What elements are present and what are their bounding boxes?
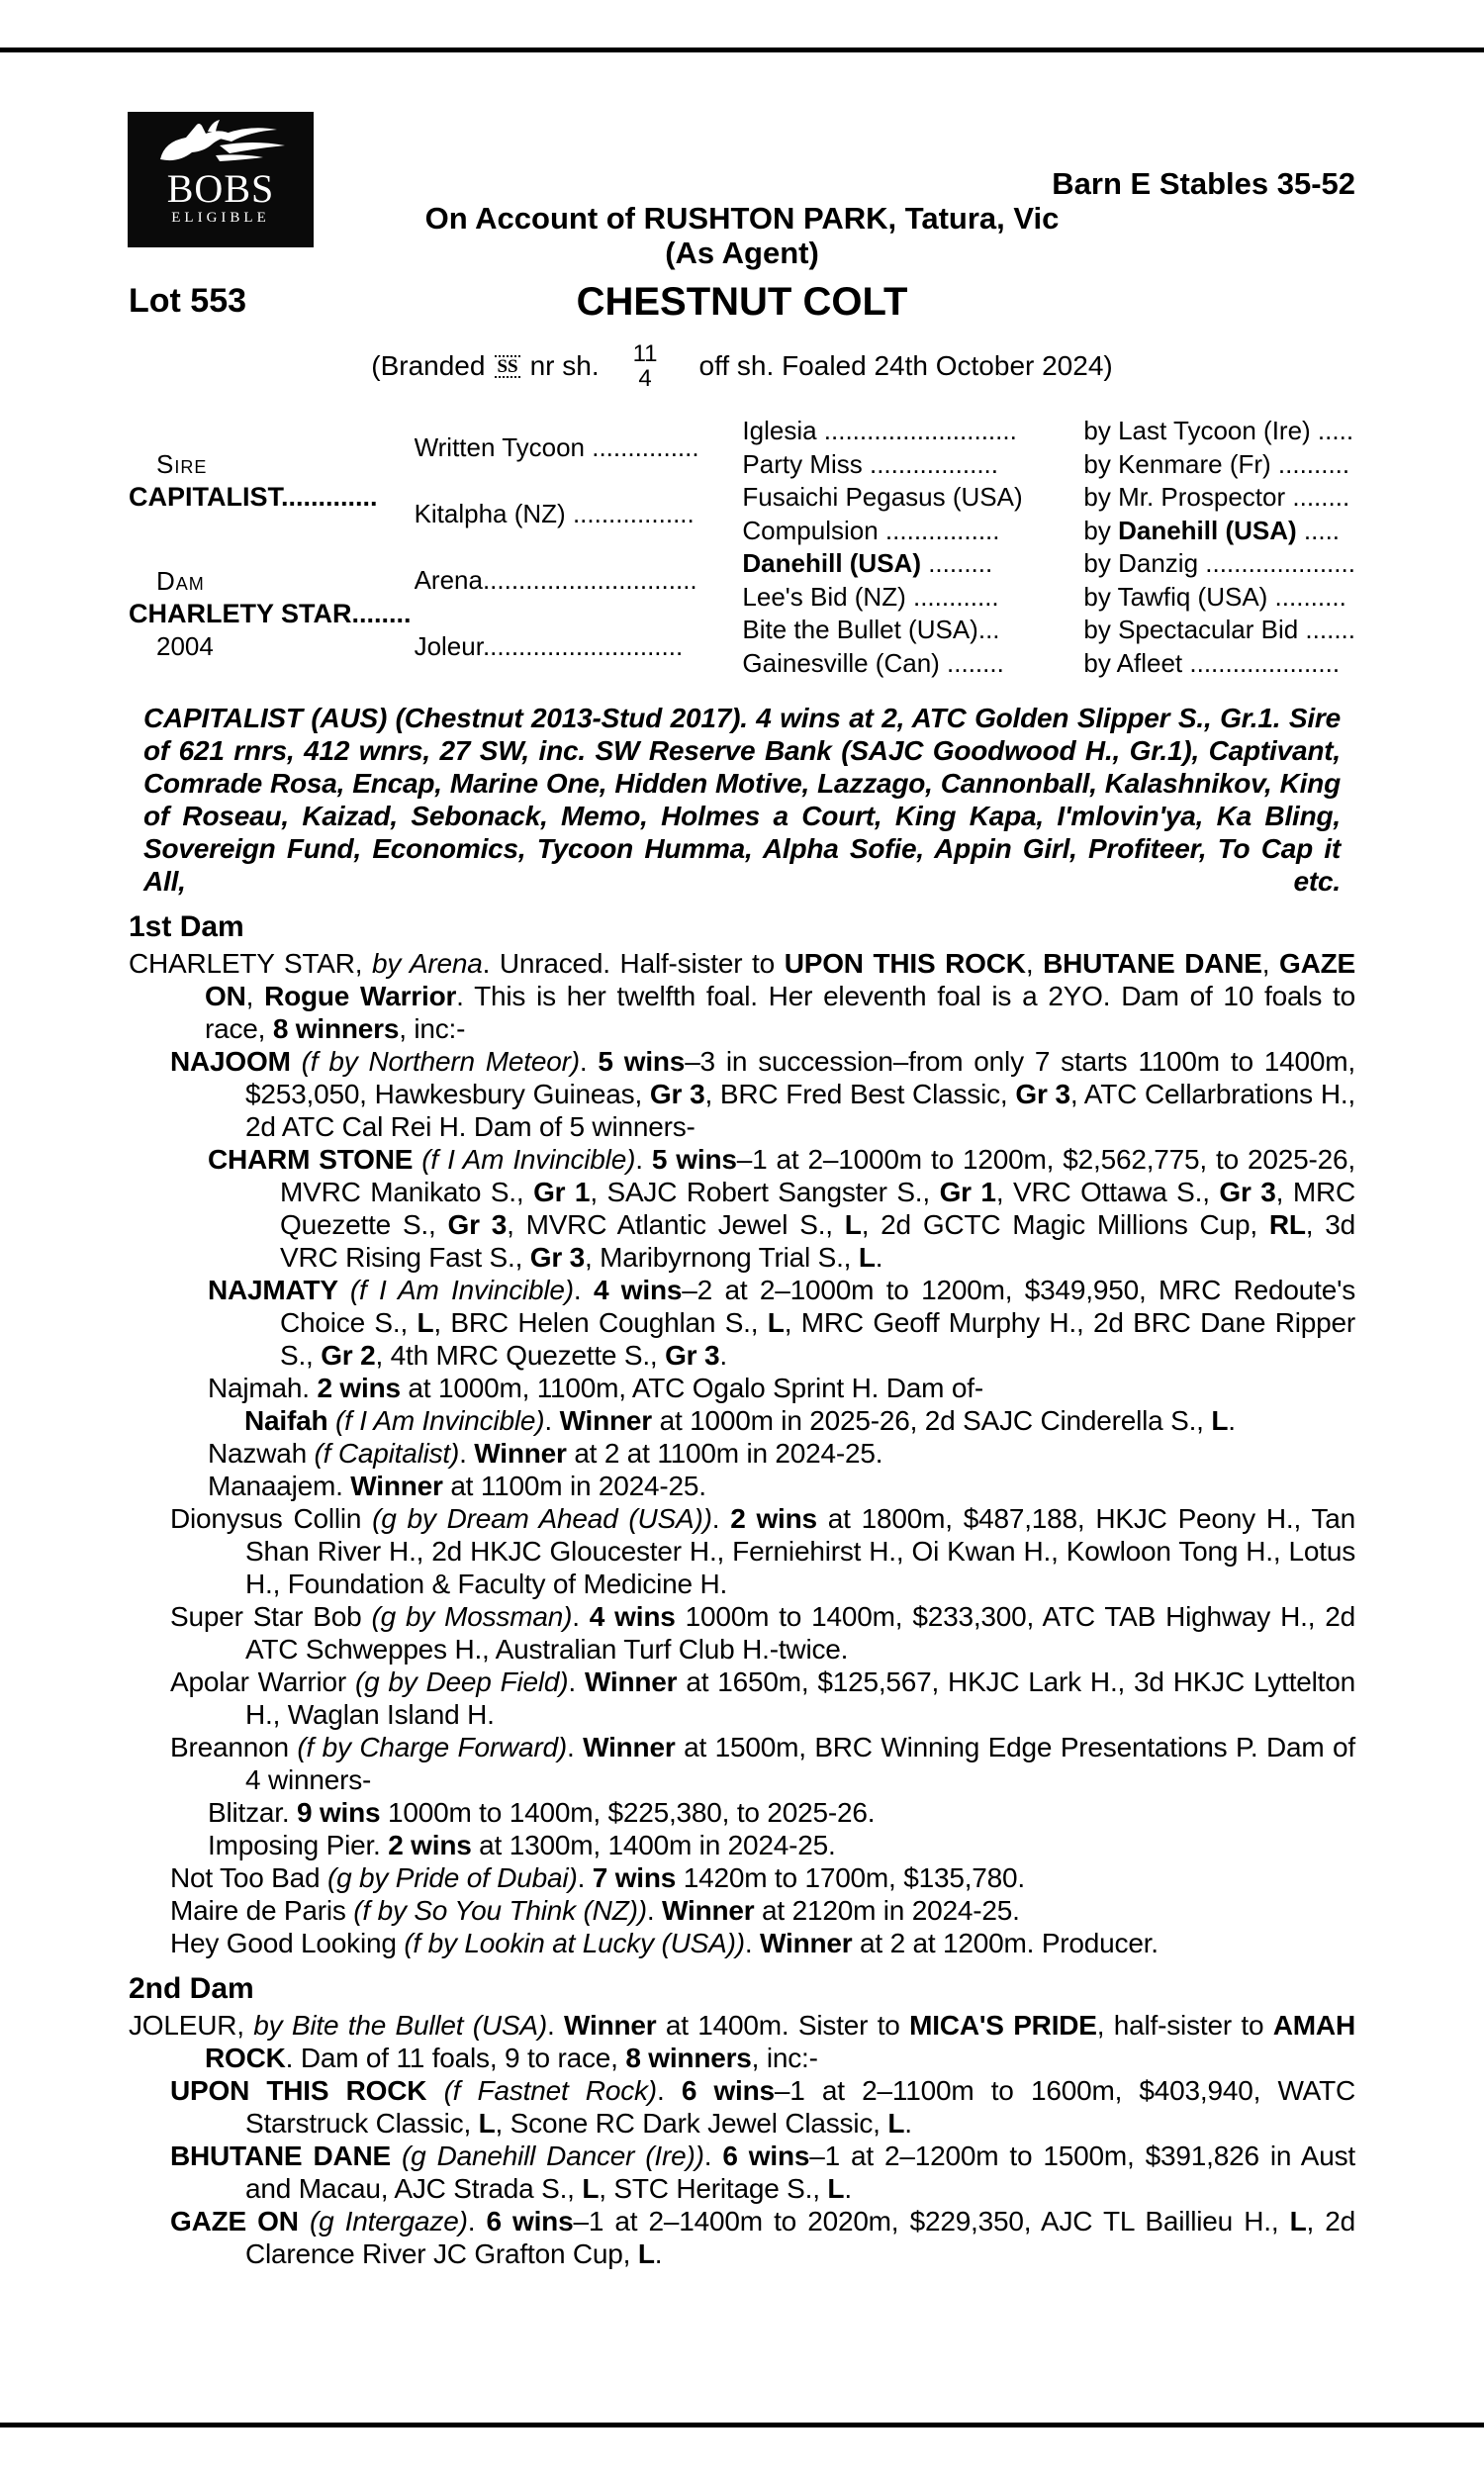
sire-block [129, 415, 415, 547]
gen2-dam-of-dam: Joleur............................ [414, 631, 684, 661]
pedigree-entry: CHARM STONE (f I Am Invincible). 5 wins–1 at 2–1000m to 1200m, $2,562,775, to 2025-26, MVRC Manikato S., Gr 1, SAJC Robert Sangster S., Gr 1, VRC Ottawa S., Gr 3, MRC Quezette S., Gr 3, MVRC Atlantic Jewel S., L, 2d GCTC Magic Millions Cup, RL, 3d VRC Rising Fast S., Gr 3, Maribyrnong Trial S., L. [208, 1144, 1356, 1273]
branding-line [0, 335, 1484, 397]
section-heading: 2nd Dam [129, 1972, 254, 2005]
pedigree-entry: BHUTANE DANE (g Danehill Dancer (Ire)). 6 wins–1 at 2–1200m to 1500m, $391,826 in Aust and Macau, AJC Strada S., L, STC Heritage S., L. [170, 2141, 1355, 2204]
pedigree-entry: Manaajem. Winner at 1100m in 2024-25. [208, 1471, 706, 1501]
brand-fraction-bottom: 4 [638, 365, 652, 392]
pedigree-entry: GAZE ON (g Intergaze). 6 wins–1 at 2–1400m to 2020m, $229,350, AJC TL Baillieu H., L, 2d Clarence River JC Grafton Cup, L. [170, 2206, 1355, 2269]
pedigree-gen3-row: Party Miss .................. by Kenmare (Fr) .......... [742, 448, 1350, 479]
dam-block [129, 547, 415, 680]
pedigree-entry: Imposing Pier. 2 wins at 1300m, 1400m in 2024-25. [208, 1830, 836, 1860]
lot-number: Lot 553 [129, 282, 247, 320]
branded-near-shoulder: nr sh. [529, 350, 600, 381]
lot-title-row [0, 278, 1484, 326]
pedigree-entry: Maire de Paris (f by So You Think (NZ)). Winner at 2120m in 2024-25. [170, 1895, 1020, 1926]
dam-year: 2004 [156, 630, 214, 661]
page-title: CHESTNUT COLT [576, 280, 908, 324]
pedigree-table [129, 415, 1355, 680]
pedigree-entry: CHARLETY STAR, by Arena. Unraced. Half-sister to UPON THIS ROCK, BHUTANE DANE, GAZE ON, Rogue Warrior. This is her twelfth foal. Her eleventh foal is a 2YO. Dam of 10 foals to race, 8 winners, inc:- [129, 948, 1355, 1044]
brand-fraction-top: 11 [632, 340, 658, 367]
section-heading: 1st Dam [129, 910, 244, 943]
pedigree-entry: Blitzar. 9 wins 1000m to 1400m, $225,380, to 2025-26. [208, 1797, 876, 1828]
sire-summary-paragraph: CAPITALIST (AUS) (Chestnut 2013-Stud 2017). 4 wins at 2, ATC Golden Slipper S., Gr.1. Sire of 621 rnrs, 412 wnrs, 27 SW, inc. SW Reserve Bank (SAJC Goodwood H., Gr.1), Captivant, Comrade Rosa, Encap, Marine One, Hidden Motive, Lazzago, Cannonball, Kalashnikov, King of Roseau, Kaizad, Sebonack, Memo, Holmes a Court, King Kapa, I'mlovin'ya, Ka Bling, Sovereign Fund, Economics, Tycoon Humma, Alpha Sofie, Appin Girl, Profiteer, To Cap it All, etc. [143, 703, 1341, 897]
brand-number-fraction [633, 341, 658, 391]
gen2-sire-of-dam: Arena.............................. [414, 565, 697, 595]
horse-head-icon [146, 118, 295, 169]
pedigree-entry: Not Too Bad (g by Pride of Dubai). 7 wins 1420m to 1700m, $135,780. [170, 1862, 1025, 1893]
pedigree-entry: Dionysus Collin (g by Dream Ahead (USA)). 2 wins at 1800m, $487,188, HKJC Peony H., Tan Shan River H., 2d HKJC Gloucester H., Ferniehirst H., Oi Kwan H., Kowloon Tong H., Lotus H., Foundation & Faculty of Medicine H. [170, 1503, 1355, 1599]
pedigree-gen1-column [129, 415, 415, 680]
bobs-eligible-logo [128, 112, 314, 247]
pedigree-entry: NAJMATY (f I Am Invincible). 4 wins–2 at 2–1000m to 1200m, $349,950, MRC Redoute's Choice S., L, BRC Helen Coughlan S., L, MRC Geoff Murphy H., 2d BRC Dane Ripper S., Gr 2, 4th MRC Quezette S., Gr 3. [208, 1275, 1356, 1371]
pedigree-entry: Najmah. 2 wins at 1000m, 1100m, ATC Ogalo Sprint H. Dam of- [208, 1373, 983, 1403]
pedigree-entry: Naifah (f I Am Invincible). Winner at 1000m in 2025-26, 2d SAJC Cinderella S., L. [244, 1405, 1236, 1436]
dam-sections [129, 907, 1355, 2270]
brand-symbol: SS [497, 355, 518, 377]
pedigree-entry: UPON THIS ROCK (f Fastnet Rock). 6 wins–1 at 2–1100m to 1600m, $403,940, WATC Starstruck Classic, L, Scone RC Dark Jewel Classic, L. [170, 2075, 1355, 2139]
dam-label: Dam [156, 565, 205, 596]
pedigree-entry: JOLEUR, by Bite the Bullet (USA). Winner at 1400m. Sister to MICA'S PRIDE, half-sister to AMAH ROCK. Dam of 11 foals, 9 to race, 8 winners, inc:- [129, 2010, 1355, 2073]
pedigree-entry: NAJOOM (f by Northern Meteor). 5 wins–3 in succession–from only 7 starts 1100m to 1400m, $253,050, Hawkesbury Guineas, Gr 3, BRC Fred Best Classic, Gr 3, ATC Cellarbrations H., 2d ATC Cal Rei H. Dam of 5 winners- [170, 1046, 1355, 1142]
bottom-rule [0, 2423, 1484, 2427]
logo-text-eligible: ELIGIBLE [171, 210, 270, 226]
gen2-sire-of-sire: Written Tycoon ............... [414, 432, 699, 462]
dam-name: CHARLETY STAR........ [129, 598, 412, 628]
pedigree-gen3-row: Gainesville (Can) ........ by Afleet ..................... [742, 647, 1341, 678]
sire-name: CAPITALIST............. [129, 482, 378, 512]
pedigree-entry: Super Star Bob (g by Mossman). 4 wins 1000m to 1400m, $233,300, ATC TAB Highway H., 2d ATC Schweppes H., Australian Turf Club H.-twice. [170, 1601, 1356, 1665]
pedigree-entry: Nazwah (f Capitalist). Winner at 2 at 1100m in 2024-25. [208, 1438, 883, 1469]
pedigree-gen3-column [742, 415, 1355, 680]
agent-line: (As Agent) [665, 236, 819, 270]
pedigree-entry: Apolar Warrior (g by Deep Field). Winner at 1650m, $125,567, HKJC Lark H., 3d HKJC Lyttelton H., Waglan Island H. [170, 1666, 1355, 1730]
barn-stables-label: Barn E Stables 35-52 [1052, 166, 1355, 201]
pedigree-gen3-row: Iglesia ........................... by Last Tycoon (Ire) ..... [742, 416, 1354, 446]
pedigree-gen3-row: Compulsion ................ by Danehill (USA) ..... [742, 515, 1341, 545]
pedigree-gen2-column [415, 415, 743, 680]
pedigree-gen3-row: Lee's Bid (NZ) ............ by Tawfiq (USA) .......... [742, 581, 1346, 612]
gen2-dam-of-sire: Kitalpha (NZ) ................. [414, 499, 695, 528]
pedigree-entry: Hey Good Looking (f by Lookin at Lucky (USA)). Winner at 2 at 1200m. Producer. [170, 1928, 1159, 1958]
pedigree-gen3-row: Danehill (USA) ......... by Danzig ..................... [742, 548, 1355, 579]
sire-label: Sire [156, 449, 208, 479]
pedigree-gen3-row: Bite the Bullet (USA)... by Spectacular Bid ....... [742, 615, 1355, 645]
branded-suffix: off sh. Foaled 24th October 2024) [698, 350, 1113, 381]
top-rule [0, 48, 1484, 52]
logo-text-bobs: BOBS [166, 166, 275, 211]
branded-prefix: (Branded [371, 350, 486, 381]
vendor-line: On Account of RUSHTON PARK, Tatura, Vic [424, 201, 1060, 236]
pedigree-entry: Breannon (f by Charge Forward). Winner at 1500m, BRC Winning Edge Presentations P. Dam of 4 winners- [170, 1732, 1355, 1795]
pedigree-gen3-row: Fusaichi Pegasus (USA) by Mr. Prospector ........ [742, 482, 1350, 513]
